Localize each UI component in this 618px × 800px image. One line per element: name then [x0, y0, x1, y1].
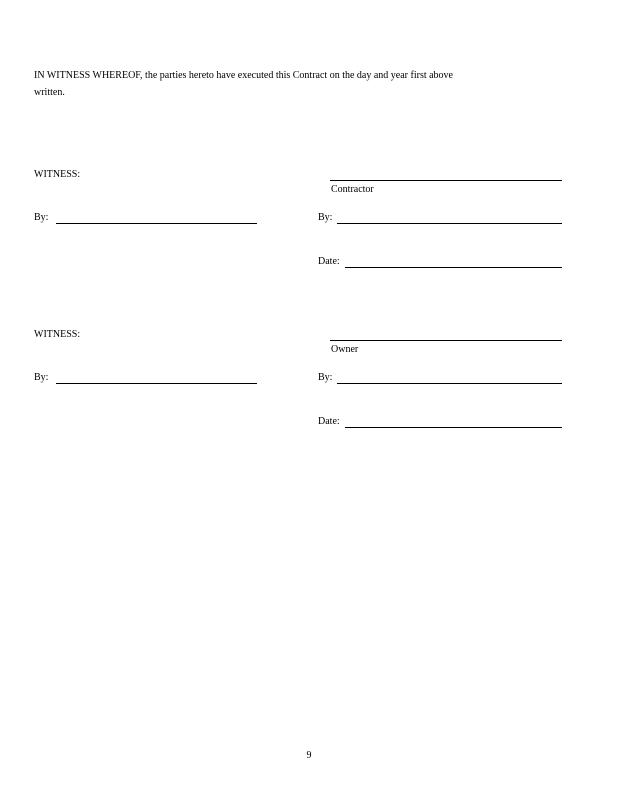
contractor-witness-by-line[interactable]: [56, 223, 257, 224]
owner-by-line[interactable]: [337, 383, 562, 384]
owner-date-label: Date:: [318, 416, 340, 427]
owner-witness-by-label: By:: [34, 372, 49, 383]
contractor-witness-by-label: By:: [34, 212, 49, 223]
owner-witness-label: WITNESS:: [34, 329, 81, 340]
owner-signature-line[interactable]: [330, 340, 562, 341]
contractor-date-label: Date:: [318, 256, 340, 267]
contractor-witness-label: WITNESS:: [34, 169, 81, 180]
owner-by-label: By:: [318, 372, 333, 383]
owner-date-line[interactable]: [345, 427, 562, 428]
owner-party-label: Owner: [331, 344, 359, 355]
contractor-by-line[interactable]: [337, 223, 562, 224]
contractor-signature-line[interactable]: [330, 180, 562, 181]
contractor-date-line[interactable]: [345, 267, 562, 268]
contractor-by-label: By:: [318, 212, 333, 223]
witness-whereof-paragraph: IN WITNESS WHEREOF, the parties hereto have executed this Contract on the day and year first above written.: [34, 70, 453, 98]
page-number: 9: [306, 750, 312, 761]
owner-witness-by-line[interactable]: [56, 383, 257, 384]
contractor-party-label: Contractor: [331, 184, 374, 195]
